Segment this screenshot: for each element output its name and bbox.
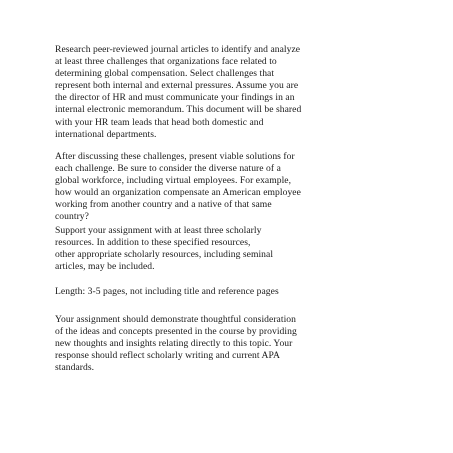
text-line: working from another country and a native of that same	[55, 199, 272, 211]
text-line: the director of HR and must communicate your findings in an	[55, 92, 295, 104]
paragraph-solutions	[55, 151, 301, 224]
paragraph-length	[55, 286, 279, 298]
text-line: response should reflect scholarly writing and current APA	[55, 350, 280, 362]
text-line: country?	[55, 211, 89, 223]
paragraph-research-challenges	[55, 44, 301, 141]
text-line: articles, may be included.	[55, 261, 155, 273]
text-line: resources. In addition to these specified resources,	[55, 237, 251, 249]
text-line: Support your assignment with at least three scholarly	[55, 225, 262, 236]
text-line: determining global compensation. Select challenges that	[55, 68, 275, 80]
text-line: with your HR team leads that head both domestic and	[55, 116, 264, 128]
text-line: other appropriate scholarly resources, including seminal	[55, 249, 274, 261]
paragraph-expectations	[55, 314, 297, 374]
paragraph-scholarly-resources	[55, 225, 273, 273]
text-line: international departments.	[55, 128, 157, 140]
text-line: each challenge. Be sure to consider the diverse nature of a	[55, 163, 281, 175]
text-line: global workforce, including virtual employees. For example,	[55, 175, 292, 187]
text-line: After discussing these challenges, present viable solutions for	[55, 151, 295, 162]
text-line: internal electronic memorandum. This document will be shared	[55, 104, 302, 116]
text-line: represent both internal and external pressures. Assume you are	[55, 80, 299, 92]
text-line: of the ideas and concepts presented in the course by providing	[55, 326, 297, 338]
text-line: how would an organization compensate an American employee	[55, 187, 301, 199]
text-line: new thoughts and insights relating directly to this topic. Your	[55, 338, 293, 350]
text-line: at least three challenges that organizations face related to	[55, 56, 277, 68]
text-line: Length: 3-5 pages, not including title and reference pages	[55, 286, 279, 297]
text-line: standards.	[55, 362, 95, 374]
text-line: Research peer-reviewed journal articles to identify and analyze	[55, 44, 301, 55]
text-line: Your assignment should demonstrate thoughtful consideration	[55, 314, 296, 325]
